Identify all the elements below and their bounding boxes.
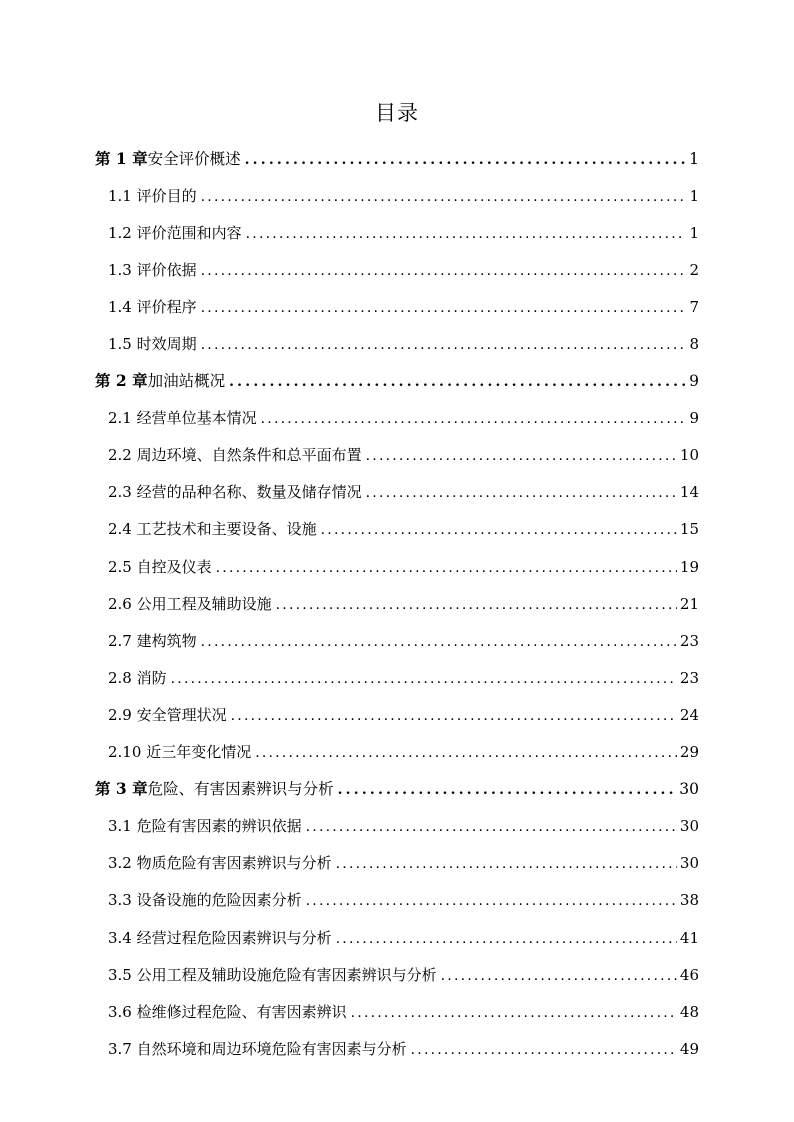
toc-page-number: 30 — [679, 817, 699, 836]
toc-entry-number: 2.1 — [108, 409, 132, 428]
toc-dot-leader — [306, 891, 677, 911]
toc-page-number: 9 — [689, 372, 699, 391]
toc-section-entry[interactable] — [95, 214, 699, 251]
toc-dot-leader — [261, 409, 687, 429]
toc-section-entry[interactable] — [95, 251, 699, 288]
toc-dot-leader — [338, 780, 677, 800]
toc-entry-label — [108, 1002, 347, 1022]
toc-dot-leader — [366, 446, 677, 466]
toc-section-entry[interactable] — [95, 511, 699, 548]
toc-entry-text: 自然环境和周边环境危险有害因素与分析 — [136, 1039, 407, 1058]
toc-entry-number: 2.9 — [108, 705, 132, 724]
toc-entry-label — [108, 186, 197, 206]
toc-entry-label — [108, 816, 302, 836]
toc-entry-text: 物质危险有害因素辨识与分析 — [136, 854, 332, 873]
toc-dot-leader — [411, 1040, 677, 1060]
toc-dot-leader — [336, 929, 677, 949]
toc-page-number: 15 — [679, 520, 699, 539]
toc-page-number: 8 — [689, 335, 699, 354]
toc-entry-label — [108, 965, 437, 985]
toc-dot-leader — [276, 595, 677, 615]
toc-entry-text: 近三年变化情况 — [146, 743, 252, 762]
toc-section-entry[interactable] — [95, 919, 699, 956]
toc-entry-label — [108, 260, 197, 280]
toc-page-number: 2 — [689, 260, 699, 279]
toc-page-number: 30 — [679, 780, 699, 799]
toc-section-entry[interactable] — [95, 437, 699, 474]
toc-page-number: 38 — [679, 891, 699, 910]
toc-dot-leader — [366, 483, 677, 503]
toc-page-number: 7 — [689, 297, 699, 316]
toc-entry-number: 1.3 — [108, 260, 132, 279]
toc-entry-label — [108, 594, 272, 614]
toc-entry-label — [95, 779, 334, 799]
toc-section-entry[interactable] — [95, 400, 699, 437]
toc-entry-label — [108, 557, 212, 577]
toc-section-entry[interactable] — [95, 288, 699, 325]
toc-entry-number: 2.3 — [108, 483, 132, 502]
toc-entry-text: 自控及仪表 — [136, 557, 212, 576]
toc-entry-text: 检维修过程危险、有害因素辨识 — [136, 1002, 347, 1021]
toc-entry-number: 2.2 — [108, 446, 132, 465]
toc-entry-number: 3.6 — [108, 1002, 132, 1021]
toc-entry-number: 3.4 — [108, 928, 132, 947]
toc-dot-leader — [321, 520, 677, 540]
toc-dot-leader — [255, 743, 677, 763]
toc-entry-text: 安全管理状况 — [136, 705, 227, 724]
toc-entry-label — [108, 742, 251, 762]
toc-entry-number: 2.10 — [108, 743, 142, 762]
toc-section-entry[interactable] — [95, 177, 699, 214]
toc-entry-text: 经营过程危险因素辨识与分析 — [136, 928, 332, 947]
toc-page-number: 24 — [679, 705, 699, 724]
toc-entry-number: 3.3 — [108, 891, 132, 910]
toc-entry-text: 时效周期 — [136, 335, 197, 354]
toc-entry-text: 危险、有害因素辨识与分析 — [147, 780, 334, 799]
toc-entry-text: 危险有害因素的辨识依据 — [136, 817, 302, 836]
toc-entry-label — [108, 519, 317, 539]
toc-dot-leader — [229, 372, 686, 392]
toc-entry-text: 加油站概况 — [147, 372, 226, 391]
toc-dot-leader — [216, 558, 677, 578]
toc-entry-text: 建构筑物 — [136, 631, 197, 650]
toc-entry-label — [108, 705, 227, 725]
toc-entry-number: 3.5 — [108, 965, 132, 984]
toc-section-entry[interactable] — [95, 882, 699, 919]
toc-page-number: 19 — [679, 557, 699, 576]
toc-entry-text: 消防 — [136, 668, 167, 687]
toc-dot-leader — [306, 817, 677, 837]
toc-section-entry[interactable] — [95, 325, 699, 362]
toc-dot-leader — [201, 298, 687, 318]
toc-page-number: 41 — [679, 928, 699, 947]
toc-dot-leader — [441, 966, 677, 986]
toc-section-entry[interactable] — [95, 585, 699, 622]
toc-section-entry[interactable] — [95, 956, 699, 993]
toc-entry-text: 评价程序 — [136, 297, 197, 316]
toc-entry-text: 经营的品种名称、数量及储存情况 — [136, 483, 362, 502]
toc-dot-leader — [245, 150, 687, 170]
toc-page-number: 29 — [679, 743, 699, 762]
toc-entry-label — [108, 668, 167, 688]
toc-entry-label — [108, 853, 332, 873]
toc-section-entry[interactable] — [95, 1030, 699, 1067]
toc-entry-text: 周边环境、自然条件和总平面布置 — [136, 446, 362, 465]
toc-entry-text: 设备设施的危险因素分析 — [136, 891, 302, 910]
toc-entry-number: 1.2 — [108, 223, 132, 242]
toc-entry-label — [108, 408, 257, 428]
toc-section-entry[interactable] — [95, 659, 699, 696]
toc-entry-number: 第 2 章 — [95, 371, 148, 391]
toc-entry-number: 2.4 — [108, 520, 132, 539]
toc-dot-leader — [231, 706, 677, 726]
toc-entry-label — [108, 928, 332, 948]
toc-entry-number: 1.4 — [108, 297, 132, 316]
toc-entry-number: 3.7 — [108, 1039, 132, 1058]
toc-page-number: 23 — [679, 668, 699, 687]
toc-entry-number: 第 3 章 — [95, 779, 148, 799]
toc-entry-number: 3.2 — [108, 854, 132, 873]
toc-entry-number: 2.7 — [108, 631, 132, 650]
toc-dot-leader — [246, 224, 687, 244]
toc-entry-number: 2.8 — [108, 668, 132, 687]
toc-entry-label — [108, 297, 197, 317]
toc-page-number: 10 — [679, 446, 699, 465]
toc-section-entry[interactable] — [95, 474, 699, 511]
toc-section-entry[interactable] — [95, 734, 699, 771]
toc-dot-leader — [201, 632, 677, 652]
toc-page-number: 9 — [689, 409, 699, 428]
toc-page-number: 30 — [679, 854, 699, 873]
toc-entry-text: 评价范围和内容 — [136, 223, 242, 242]
toc-page-number: 1 — [689, 149, 699, 168]
toc-page-number: 48 — [679, 1002, 699, 1021]
toc-entry-text: 工艺技术和主要设备、设施 — [136, 520, 317, 539]
toc-page-number: 1 — [689, 186, 699, 205]
toc-section-entry[interactable] — [95, 696, 699, 733]
toc-entry-text: 公用工程及辅助设施危险有害因素辨识与分析 — [136, 965, 437, 984]
toc-entry-number: 3.1 — [108, 817, 132, 836]
toc-entry-text: 经营单位基本情况 — [136, 409, 257, 428]
toc-page-number: 1 — [689, 223, 699, 242]
toc-dot-leader — [201, 335, 687, 355]
toc-entry-number: 第 1 章 — [95, 148, 148, 168]
toc-chapter-entry[interactable] — [95, 140, 699, 177]
toc-section-entry[interactable] — [95, 845, 699, 882]
toc-page-number: 21 — [679, 594, 699, 613]
toc-entry-label — [108, 445, 362, 465]
toc-dot-leader — [201, 261, 687, 281]
toc-entry-number: 2.5 — [108, 557, 132, 576]
toc-entry-number: 1.5 — [108, 335, 132, 354]
toc-chapter-entry[interactable] — [95, 363, 699, 400]
toc-chapter-entry[interactable] — [95, 771, 699, 808]
toc-title: 目录 — [375, 101, 419, 125]
toc-entry-label — [95, 149, 241, 169]
toc-page-number: 14 — [679, 483, 699, 502]
toc-dot-leader — [201, 187, 687, 207]
toc-entry-label — [108, 482, 362, 502]
toc-entry-label — [95, 371, 225, 391]
toc-entry-label — [108, 223, 242, 243]
toc-entry-label — [108, 890, 302, 910]
toc-entry-label — [108, 334, 197, 354]
toc-entry-label — [108, 1039, 407, 1059]
table-of-contents — [95, 140, 699, 1067]
toc-entry-text: 评价依据 — [136, 260, 197, 279]
toc-section-entry[interactable] — [95, 808, 699, 845]
toc-entry-text: 评价目的 — [136, 186, 197, 205]
toc-page-number: 46 — [679, 965, 699, 984]
toc-entry-label — [108, 631, 197, 651]
toc-page-number: 23 — [679, 631, 699, 650]
toc-dot-leader — [171, 669, 677, 689]
toc-entry-text: 公用工程及辅助设施 — [136, 594, 272, 613]
toc-page-number: 49 — [679, 1039, 699, 1058]
toc-section-entry[interactable] — [95, 993, 699, 1030]
toc-section-entry[interactable] — [95, 622, 699, 659]
toc-entry-text: 安全评价概述 — [147, 149, 241, 168]
toc-entry-number: 1.1 — [108, 186, 132, 205]
toc-dot-leader — [351, 1003, 677, 1023]
toc-entry-number: 2.6 — [108, 594, 132, 613]
toc-section-entry[interactable] — [95, 548, 699, 585]
toc-dot-leader — [336, 854, 677, 874]
